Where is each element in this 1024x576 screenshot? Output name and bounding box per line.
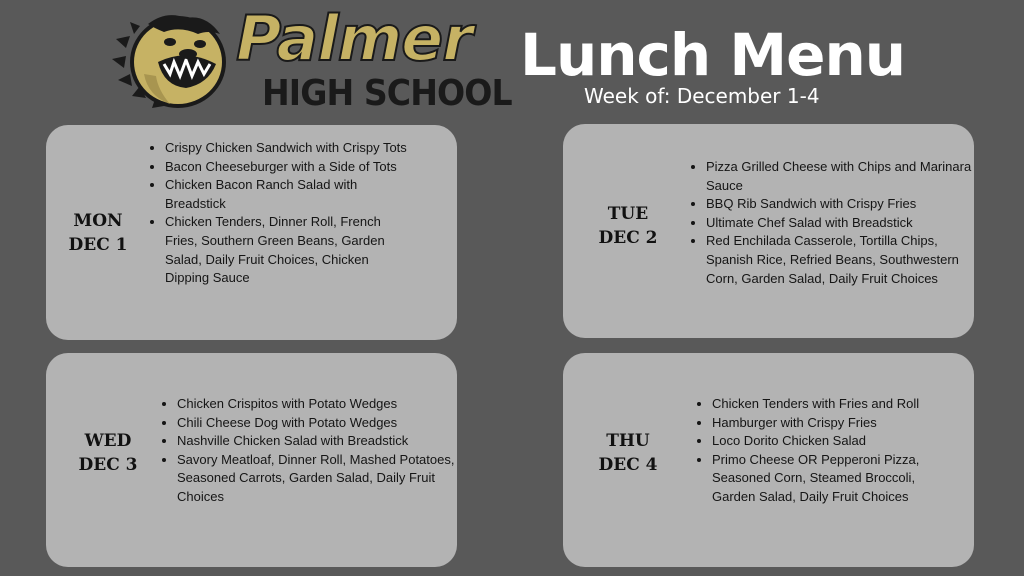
- day-date: DEC 4: [598, 455, 658, 475]
- menu-item: • Loco Dorito Chicken Salad: [712, 432, 962, 451]
- day-name: THU: [606, 431, 650, 451]
- menu-list: [147, 139, 415, 288]
- menu-item: • Nashville Chicken Salad with Breadstick: [177, 432, 467, 451]
- menu-item: • Ultimate Chef Salad with Breadstick: [706, 214, 974, 233]
- day-date: DEC 3: [78, 455, 138, 475]
- day-card-monday: [46, 125, 457, 340]
- school-subtitle: HIGH SCHOOL: [262, 73, 512, 114]
- day-name: TUE: [607, 204, 649, 224]
- day-card-wednesday: [46, 353, 457, 567]
- menu-item: • Chicken Tenders, Dinner Roll, French Fries, Southern Green Beans, Garden Salad, Daily Fruit Choices, Chicken Dipping Sauce: [165, 213, 415, 287]
- menu-item: • Primo Cheese OR Pepperoni Pizza, Seasoned Corn, Steamed Broccoli, Garden Salad, Daily Fruit Choices: [712, 451, 962, 507]
- day-date: DEC 1: [68, 235, 128, 255]
- menu-item: • Pizza Grilled Cheese with Chips and Marinara Sauce: [706, 158, 974, 195]
- menu-list: [159, 395, 467, 507]
- menu-item: • BBQ Rib Sandwich with Crispy Fries: [706, 195, 974, 214]
- day-name: MON: [73, 211, 123, 231]
- menu-item: • Chili Cheese Dog with Potato Wedges: [177, 414, 467, 433]
- bulldog-logo-icon: [108, 4, 230, 114]
- page-title: Lunch Menu: [520, 21, 906, 89]
- school-name: Palmer: [236, 2, 472, 75]
- menu-item: • Chicken Tenders with Fries and Roll: [712, 395, 962, 414]
- day-card-thursday: [563, 353, 974, 567]
- menu-list: [688, 158, 974, 288]
- menu-item: • Hamburger with Crispy Fries: [712, 414, 962, 433]
- week-label: Week of: December 1-4: [584, 84, 820, 108]
- day-date: DEC 2: [598, 228, 658, 248]
- menu-item: • Savory Meatloaf, Dinner Roll, Mashed Potatoes, Seasoned Carrots, Garden Salad, Daily Fruit Choices: [177, 451, 467, 507]
- menu-item: • Red Enchilada Casserole, Tortilla Chips, Spanish Rice, Refried Beans, Southwestern Corn, Garden Salad, Daily Fruit Choices: [706, 232, 974, 288]
- day-name: WED: [84, 431, 132, 451]
- menu-item: • Bacon Cheeseburger with a Side of Tots: [165, 158, 415, 177]
- menu-item: • Crispy Chicken Sandwich with Crispy Tots: [165, 139, 415, 158]
- day-card-tuesday: [563, 124, 974, 338]
- menu-item: • Chicken Bacon Ranch Salad with Breadstick: [165, 176, 415, 213]
- menu-list: [694, 395, 962, 507]
- menu-item: • Chicken Crispitos with Potato Wedges: [177, 395, 467, 414]
